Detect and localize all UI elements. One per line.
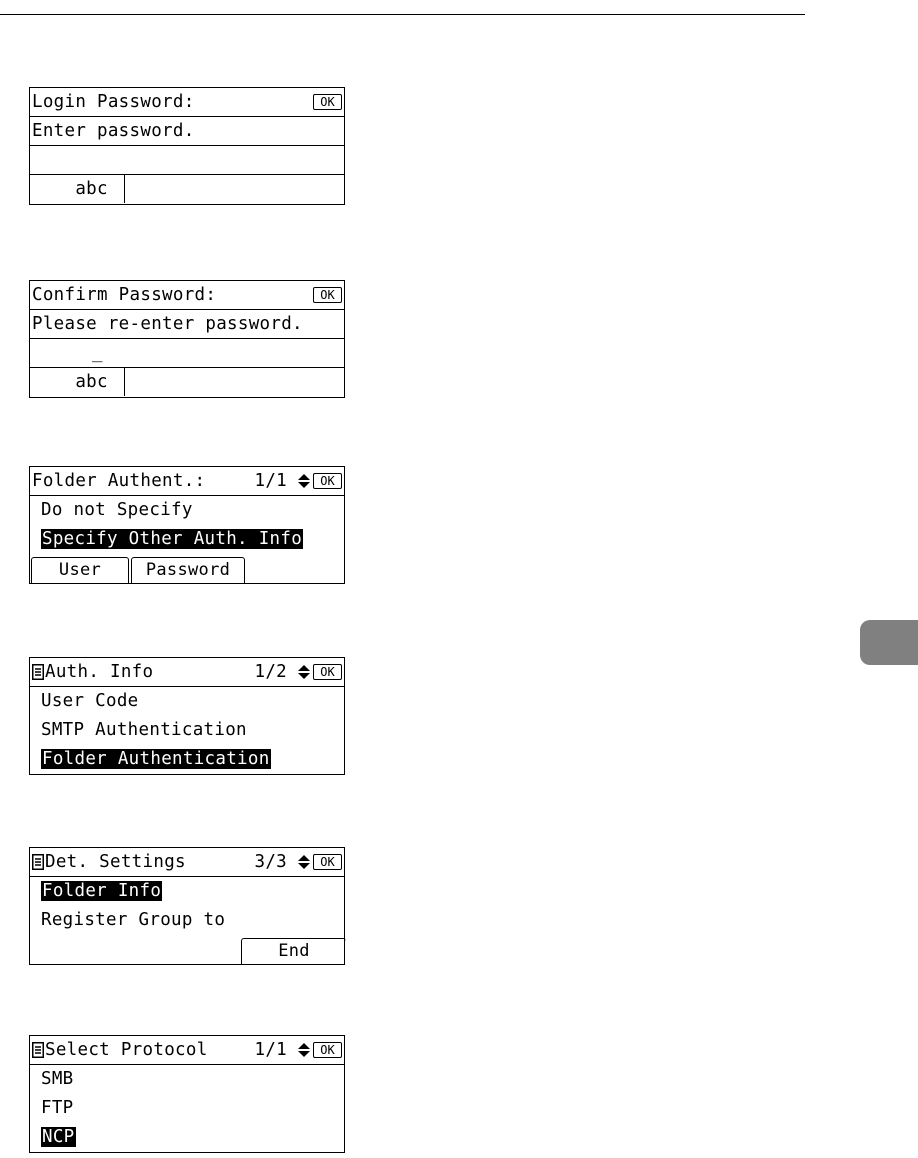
scroll-updown-icon [297,473,311,489]
lcd-title-bar [30,281,344,310]
page-top-rule [0,14,805,15]
softkey-user[interactable]: User [31,557,129,583]
blank-row [30,175,344,204]
screen-title: Login Password: [32,91,195,112]
menu-item-smtp-authentication[interactable]: SMTP Authentication [41,720,247,740]
lcd-title-bar [30,1036,344,1065]
lcd-folder-authent [29,466,345,584]
menu-item-specify-other-auth-info[interactable]: Specify Other Auth. Info [42,529,303,549]
lcd-title-bar [30,467,344,496]
menu-item-folder-authentication[interactable]: Folder Authentication [42,749,270,769]
password-entry-row[interactable] [30,339,344,392]
lcd-title-bar [30,848,344,877]
input-mode-indicator: abc [73,175,125,203]
ok-button[interactable]: OK [313,473,342,489]
screen-title: Select Protocol [45,1039,208,1060]
menu-item-folder-info[interactable]: Folder Info [42,881,162,901]
lcd-select-protocol [29,1035,345,1153]
lcd-det-settings [29,847,345,965]
screen-title: Confirm Password: [32,284,217,305]
input-mode-indicator: abc [73,368,125,396]
page-indicator: 1/2 [254,661,287,682]
lcd-login-password [29,87,345,205]
page-indicator: 1/1 [254,1039,287,1060]
menu-document-icon [32,854,44,870]
menu-item-ncp[interactable]: NCP [42,1127,75,1147]
screen-title: Auth. Info [45,661,154,682]
menu-item-register-group-to[interactable]: Register Group to [41,910,226,930]
screen-title: Det. Settings [45,851,186,872]
prompt-text: Enter password. [30,117,344,146]
softkey-password[interactable]: Password [131,557,245,583]
menu-item-smb[interactable]: SMB [41,1069,74,1089]
ok-button[interactable]: OK [313,664,342,680]
menu-item-ftp[interactable]: FTP [41,1098,74,1118]
lcd-title-bar [30,658,344,687]
ok-button[interactable]: OK [313,94,342,110]
scroll-updown-icon [297,664,311,680]
text-cursor: _ [92,343,103,363]
lcd-confirm-password [29,280,345,398]
screen-title: Folder Authent.: [32,470,206,491]
ok-button[interactable]: OK [313,287,342,303]
softkey-end[interactable]: End [241,938,346,964]
softkey-row [30,935,344,964]
scroll-updown-icon [297,854,311,870]
scroll-updown-icon [297,1042,311,1058]
password-entry-row[interactable] [30,146,344,199]
ok-button[interactable]: OK [313,1042,342,1058]
lcd-title-bar [30,88,344,117]
menu-item-do-not-specify[interactable]: Do not Specify [41,500,193,520]
menu-item-user-code[interactable]: User Code [41,691,139,711]
lcd-auth-info [29,657,345,775]
ok-button[interactable]: OK [313,854,342,870]
prompt-text: Please re-enter password. [30,310,344,339]
blank-row [30,368,344,397]
menu-document-icon [32,1042,44,1058]
page-indicator: 3/3 [254,851,287,872]
page-indicator: 1/1 [254,470,287,491]
chapter-tab [860,620,918,665]
menu-document-icon [32,664,44,680]
softkey-row [30,554,344,583]
